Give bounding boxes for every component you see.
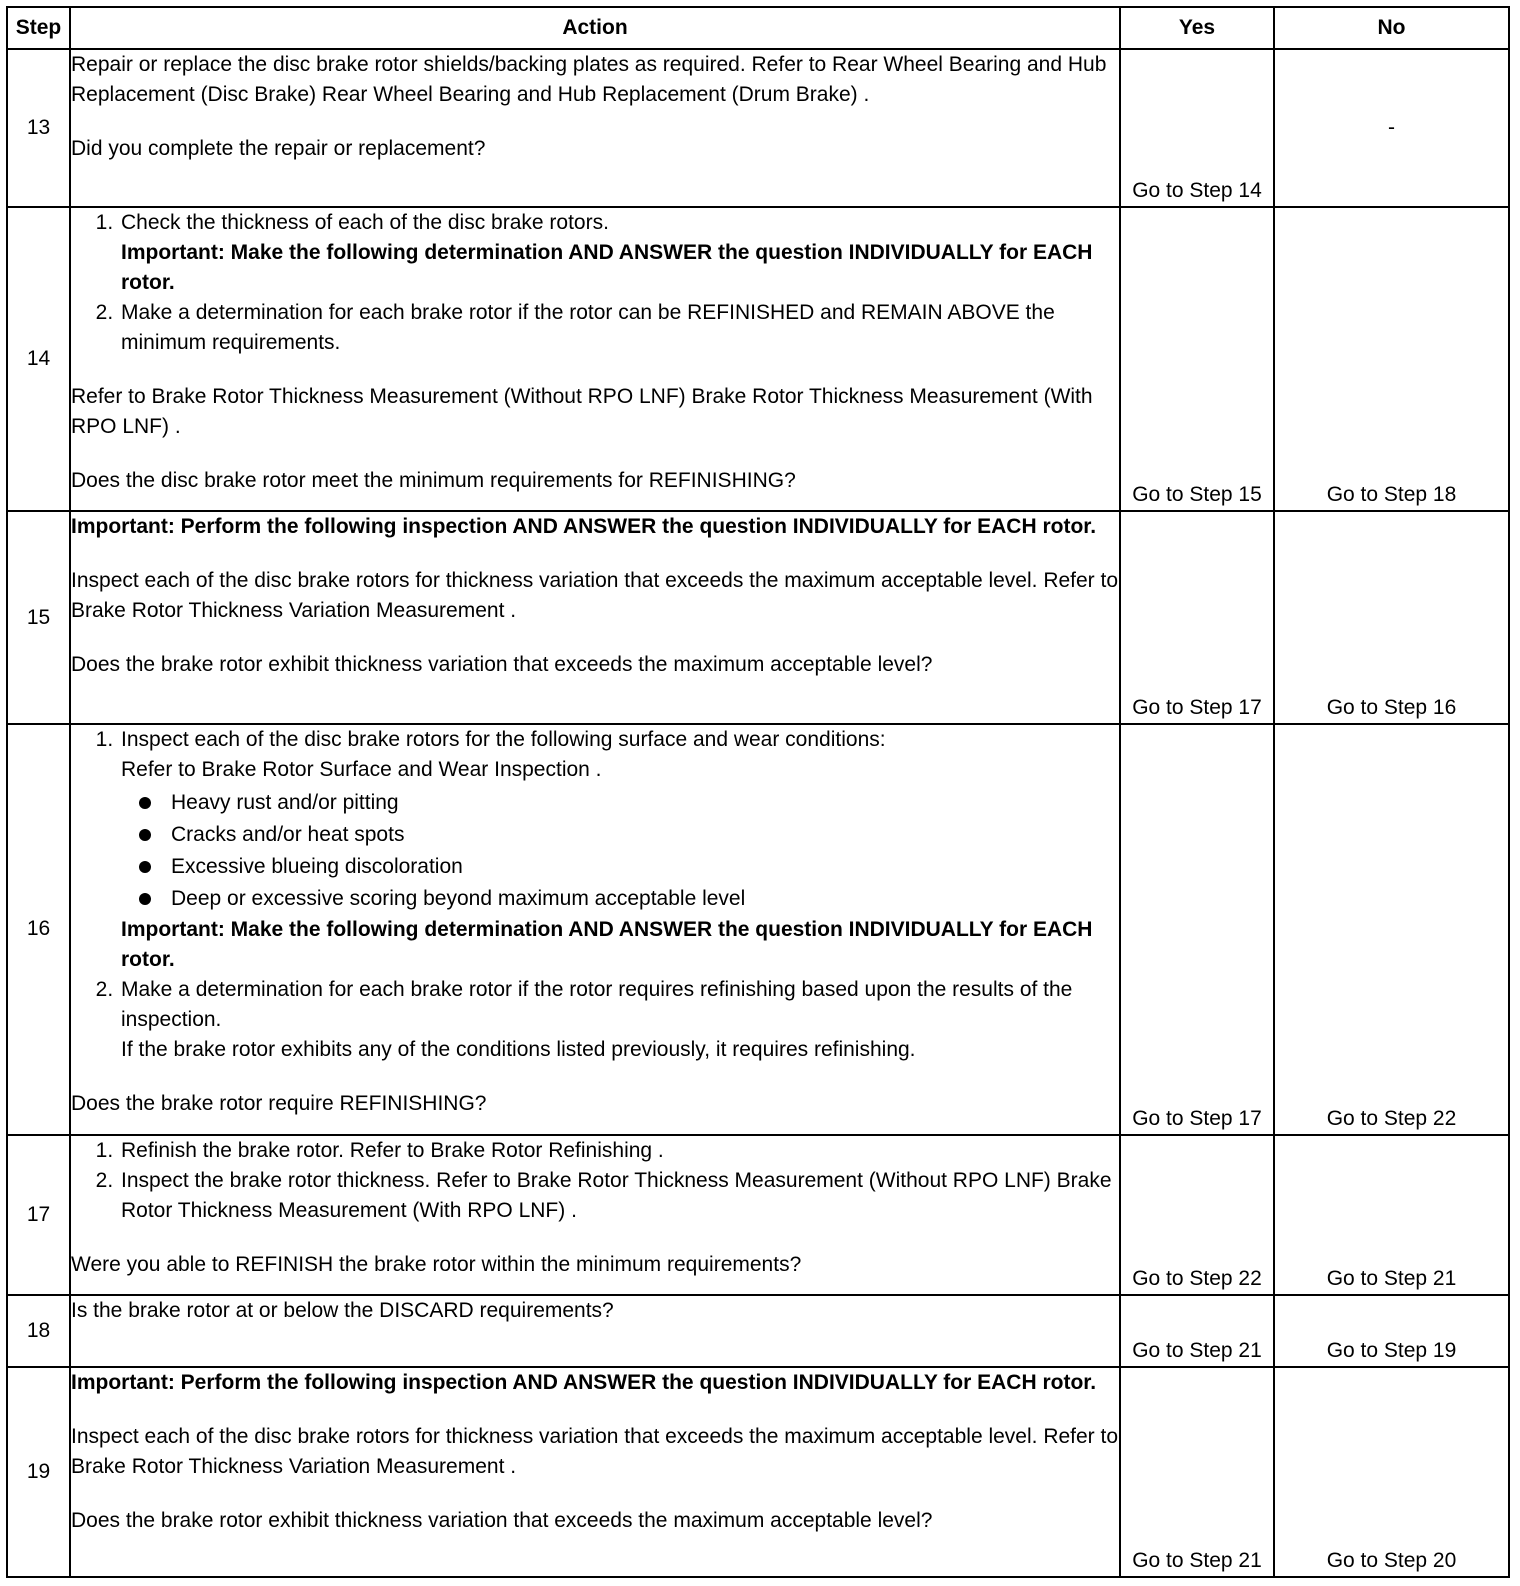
- action-step-text: Make a determination for each brake rotor if the rotor can be REFINISHED and REMAIN ABOVE the minimum requirements.: [121, 300, 1055, 354]
- action-cell: [70, 1367, 1120, 1577]
- note-text: If the brake rotor exhibits any of the conditions listed previously, it requires refinishing.: [121, 1037, 916, 1061]
- question-text: Were you able to REFINISH the brake rotor within the minimum requirements?: [71, 1252, 802, 1276]
- table-row: [7, 1295, 1509, 1368]
- action-cell: [70, 1135, 1120, 1295]
- yes-cell: [1120, 207, 1274, 512]
- no-link[interactable]: Go to Step 16: [1326, 695, 1457, 719]
- no-value: -: [1388, 115, 1395, 139]
- yes-link[interactable]: Go to Step 15: [1132, 483, 1262, 507]
- header-row: [7, 7, 1509, 49]
- reference-text: Refer to Brake Rotor Thickness Measurement (Without RPO LNF) Brake Rotor Thickness Measurement (With RPO LNF) .: [71, 384, 1093, 438]
- action-step-item: [119, 1136, 1119, 1166]
- yes-cell: [1120, 511, 1274, 724]
- header-step: Step: [7, 7, 70, 49]
- yes-cell: [1120, 724, 1274, 1135]
- question-text: Does the disc brake rotor meet the minimum requirements for REFINISHING?: [71, 468, 796, 492]
- yes-link[interactable]: Go to Step 21: [1132, 1549, 1262, 1572]
- table-row: [7, 207, 1509, 512]
- yes-cell: [1120, 49, 1274, 207]
- action-cell: [70, 724, 1120, 1135]
- action-step-item: [119, 1166, 1119, 1226]
- action-steps: [71, 208, 1119, 358]
- question-text: Does the brake rotor exhibit thickness variation that exceeds the maximum acceptable level?: [71, 1509, 933, 1533]
- action-step-text: Refinish the brake rotor. Refer to Brake Rotor Refinishing .: [121, 1138, 664, 1162]
- action-step-text: Make a determination for each brake rotor if the rotor requires refinishing based upon the results of the inspection.: [121, 977, 1073, 1031]
- action-step-text: Check the thickness of each of the disc brake rotors.: [121, 210, 609, 234]
- no-cell: [1274, 207, 1509, 512]
- no-link[interactable]: Go to Step 20: [1326, 1549, 1457, 1572]
- step-number: 18: [7, 1295, 70, 1368]
- no-link[interactable]: Go to Step 18: [1326, 483, 1457, 507]
- header-action: Action: [70, 7, 1120, 49]
- yes-link[interactable]: Go to Step 22: [1132, 1266, 1262, 1290]
- table-row: [7, 511, 1509, 724]
- question-text: Does the brake rotor require REFINISHING?: [71, 1091, 487, 1115]
- important-note: Important: Make the following determination AND ANSWER the question INDIVIDUALLY for EACH rotor.: [121, 917, 1093, 971]
- no-link[interactable]: Go to Step 21: [1326, 1266, 1457, 1290]
- yes-link[interactable]: Go to Step 17: [1132, 695, 1262, 719]
- table-row: [7, 724, 1509, 1135]
- condition-list: [121, 787, 1119, 915]
- step-number: 16: [7, 724, 70, 1135]
- no-cell: [1274, 511, 1509, 724]
- action-cell: [70, 207, 1120, 512]
- yes-cell: [1120, 1295, 1274, 1368]
- no-cell: [1274, 1295, 1509, 1368]
- action-text: Repair or replace the disc brake rotor shields/backing plates as required. Refer to Rear Wheel Bearing and Hub Replacement (Disc Brake) Rear Wheel Bearing and Hub Replacement (Drum Brake) .: [71, 53, 1107, 106]
- step-number: 17: [7, 1135, 70, 1295]
- no-link[interactable]: Go to Step 22: [1326, 1106, 1457, 1130]
- action-step-item: [119, 208, 1119, 298]
- action-cell: [70, 1295, 1120, 1368]
- yes-link[interactable]: Go to Step 17: [1132, 1106, 1262, 1130]
- action-cell: [70, 511, 1120, 724]
- table-row: [7, 49, 1509, 207]
- inspection-text: Inspect each of the disc brake rotors for thickness variation that exceeds the maximum acceptable level. Refer to Brake Rotor Thickness Variation Measurement .: [71, 1425, 1119, 1479]
- table-row: [7, 1135, 1509, 1295]
- condition-item: Heavy rust and/or pitting: [121, 787, 1119, 819]
- reference-text: Refer to Brake Rotor Surface and Wear Inspection .: [121, 757, 602, 781]
- action-steps: [71, 1136, 1119, 1226]
- yes-link[interactable]: Go to Step 14: [1132, 178, 1262, 202]
- table-row: [7, 1367, 1509, 1577]
- yes-link[interactable]: Go to Step 21: [1132, 1339, 1262, 1363]
- step-number: 13: [7, 49, 70, 207]
- no-link[interactable]: Go to Step 19: [1326, 1339, 1457, 1363]
- important-note: Important: Perform the following inspection AND ANSWER the question INDIVIDUALLY for EACH rotor.: [71, 515, 1097, 539]
- action-step-item: [119, 975, 1119, 1065]
- action-step-item: [119, 298, 1119, 358]
- no-cell: [1274, 724, 1509, 1135]
- step-number: 15: [7, 511, 70, 724]
- question-text: Did you complete the repair or replacement?: [71, 137, 486, 160]
- question-text: Does the brake rotor exhibit thickness variation that exceeds the maximum acceptable level?: [71, 653, 933, 677]
- condition-item: Cracks and/or heat spots: [121, 819, 1119, 851]
- diagnostic-table: [6, 6, 1510, 1578]
- action-steps: [71, 725, 1119, 1065]
- condition-item: Deep or excessive scoring beyond maximum acceptable level: [121, 883, 1119, 915]
- action-step-item: [119, 725, 1119, 975]
- header-yes: Yes: [1120, 7, 1274, 49]
- yes-cell: [1120, 1135, 1274, 1295]
- action-step-text: Inspect each of the disc brake rotors for the following surface and wear conditions:: [121, 727, 886, 751]
- important-note: Important: Perform the following inspection AND ANSWER the question INDIVIDUALLY for EACH rotor.: [71, 1371, 1097, 1395]
- condition-item: Excessive blueing discoloration: [121, 851, 1119, 883]
- step-number: 14: [7, 207, 70, 512]
- yes-cell: [1120, 1367, 1274, 1577]
- no-cell: [1274, 49, 1509, 207]
- action-step-text: Inspect the brake rotor thickness. Refer to Brake Rotor Thickness Measurement (Without RPO LNF) Brake Rotor Thickness Measurement (With RPO LNF) .: [121, 1168, 1112, 1222]
- important-note: Important: Make the following determination AND ANSWER the question INDIVIDUALLY for EACH rotor.: [121, 240, 1093, 294]
- header-no: No: [1274, 7, 1509, 49]
- no-cell: [1274, 1367, 1509, 1577]
- question-text: Is the brake rotor at or below the DISCARD requirements?: [71, 1298, 614, 1322]
- inspection-text: Inspect each of the disc brake rotors for thickness variation that exceeds the maximum acceptable level. Refer to Brake Rotor Thickness Variation Measurement .: [71, 569, 1119, 623]
- step-number: 19: [7, 1367, 70, 1577]
- action-cell: [70, 49, 1120, 207]
- no-cell: [1274, 1135, 1509, 1295]
